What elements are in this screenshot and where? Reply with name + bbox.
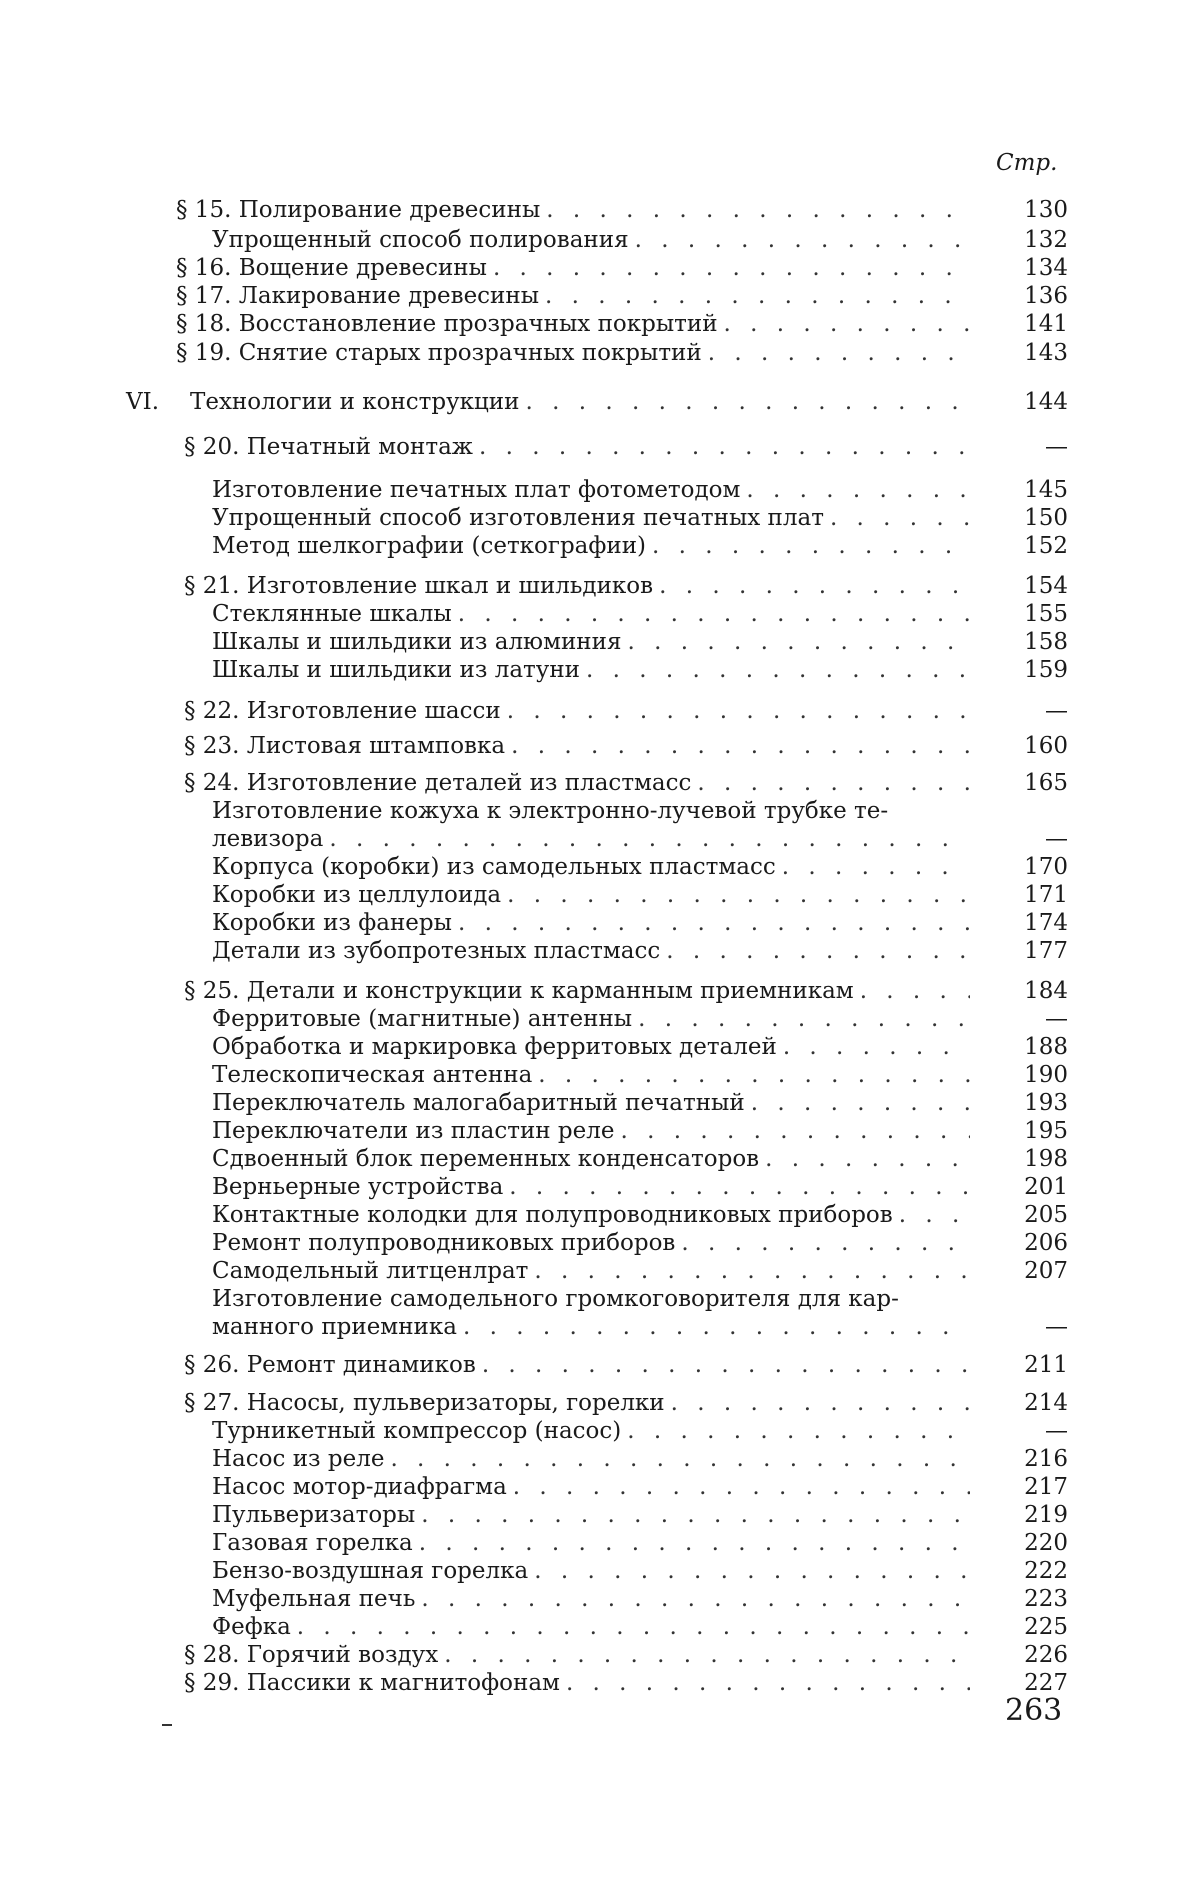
toc-entry [0,476,1200,504]
entry-title: § 28. Горячий воздух [184,1641,444,1669]
toc-entry [0,339,1200,367]
entry-page: — [1045,1314,1068,1340]
toc-entry [0,226,1200,254]
page-column-label: Стр. [996,150,1058,176]
chapter-number: VI. [126,389,160,415]
dot-leader [830,504,970,532]
entry-title: Телескопическая антенна [212,1061,538,1089]
dot-leader [538,1061,970,1089]
toc-entry [0,909,1200,937]
entry-page: 174 [1024,910,1068,936]
toc-entry [0,196,1200,224]
entry-title: Шкалы и шильдики из алюминия [212,628,627,656]
dot-leader [513,1473,970,1501]
entry-page: 158 [1024,629,1068,655]
entry-title: Стеклянные шкалы [212,600,458,628]
entry-page: 219 [1024,1502,1068,1528]
entry-page: 220 [1024,1530,1068,1556]
dot-leader [671,1389,970,1417]
toc-entry [0,388,1200,416]
entry-title: § 23. Листовая штамповка [184,732,511,760]
entry-page: 141 [1024,311,1068,337]
entry-page: 222 [1024,1558,1068,1584]
entry-title: Фефка [212,1613,297,1641]
dot-leader [860,977,970,1005]
entry-page: 214 [1024,1390,1068,1416]
toc-entry [0,697,1200,725]
entry-page: 144 [1024,389,1068,415]
dot-leader [421,1585,970,1613]
toc-entry [0,254,1200,282]
entry-title: § 25. Детали и конструкции к карманным приемникам [184,977,860,1005]
entry-title: Метод шелкографии (сеткографии) [212,532,652,560]
entry-title: § 17. Лакирование древесины [176,282,545,310]
entry-page: 207 [1024,1258,1068,1284]
toc-entry [0,600,1200,628]
dot-leader [782,853,970,881]
dot-leader [546,196,970,224]
entry-page: 150 [1024,505,1068,531]
entry-title: Газовая горелка [212,1529,419,1557]
entry-title: Ремонт полупроводниковых приборов [212,1229,681,1257]
toc-entry [0,1417,1200,1445]
dot-leader [751,1089,970,1117]
entry-page: 152 [1024,533,1068,559]
entry-title: Бензо-воздушная горелка [212,1557,534,1585]
toc-entry [0,1061,1200,1089]
toc-entry [0,937,1200,965]
toc-entry [0,1117,1200,1145]
toc-entry [0,797,1200,825]
entry-title: Упрощенный способ изготовления печатных плат [212,504,830,532]
entry-page: 165 [1024,770,1068,796]
entry-title: § 24. Изготовление деталей из пластмасс [184,769,697,797]
dot-leader [627,628,970,656]
entry-page: 145 [1024,477,1068,503]
dot-leader [390,1445,970,1473]
entry-page: 211 [1024,1352,1068,1378]
dot-leader [697,769,970,797]
toc-entry [0,1201,1200,1229]
entry-page: 143 [1024,340,1068,366]
entry-title: Турникетный компрессор (насос) [212,1417,627,1445]
dot-leader [566,1669,970,1697]
entry-title: Изготовление кожуха к электронно-лучевой трубке те- [212,797,894,825]
toc-entry [0,1641,1200,1669]
toc-entry [0,1145,1200,1173]
dot-leader [482,1351,970,1379]
toc-entry [0,1585,1200,1613]
toc-entry [0,853,1200,881]
entry-title: § 26. Ремонт динамиков [184,1351,482,1379]
toc-entry [0,1173,1200,1201]
entry-page: — [1045,1006,1068,1032]
toc-entry [0,282,1200,310]
toc-entry [0,1229,1200,1257]
dot-leader [627,1417,970,1445]
toc-entry [0,504,1200,532]
dot-leader [659,572,970,600]
dot-leader [724,310,970,338]
entry-page: 226 [1024,1642,1068,1668]
entry-title: § 29. Пассики к магнитофонам [184,1669,566,1697]
dot-leader [493,254,970,282]
dot-leader [297,1613,970,1641]
entry-title: Переключатель малогабаритный печатный [212,1089,751,1117]
entry-title: Муфельная печь [212,1585,421,1613]
entry-page: 223 [1024,1586,1068,1612]
entry-title: Сдвоенный блок переменных конденсаторов [212,1145,765,1173]
entry-title: Изготовление самодельного громкоговорителя для кар- [212,1285,905,1313]
dot-leader [621,1117,971,1145]
entry-page: 154 [1024,573,1068,599]
entry-title: Коробки из целлулоида [212,881,507,909]
entry-page: 225 [1024,1614,1068,1640]
toc-entry [0,1285,1200,1313]
dot-leader [534,1257,970,1285]
page-number: 263 [1005,1693,1063,1728]
dot-leader [708,339,970,367]
dot-leader [458,600,970,628]
dot-leader [463,1313,970,1341]
entry-page: 206 [1024,1230,1068,1256]
entry-page: 171 [1024,882,1068,908]
dot-leader [635,226,970,254]
page-mark [162,1724,172,1726]
entry-page: 198 [1024,1146,1068,1172]
entry-title: Самодельный литценлрат [212,1257,534,1285]
dot-leader [638,1005,970,1033]
toc-entry [0,732,1200,760]
toc-entry [0,825,1200,853]
toc-entry [0,1613,1200,1641]
toc-entry [0,1473,1200,1501]
entry-page: 216 [1024,1446,1068,1472]
entry-title: Технологии и конструкции [190,388,525,416]
toc-entry [0,310,1200,338]
dot-leader [458,909,970,937]
dot-leader [419,1529,970,1557]
dot-leader [666,937,970,965]
entry-page: — [1045,1418,1068,1444]
toc-entry [0,1529,1200,1557]
entry-title: Упрощенный способ полирования [212,226,635,254]
toc-entry [0,1313,1200,1341]
entry-title: § 20. Печатный монтаж [184,433,479,461]
dot-leader [545,282,970,310]
entry-page: 201 [1024,1174,1068,1200]
entry-page: — [1045,826,1068,852]
entry-page: 132 [1024,227,1068,253]
dot-leader [899,1201,970,1229]
toc-entry [0,1389,1200,1417]
entry-page: 177 [1024,938,1068,964]
dot-leader [509,1173,970,1201]
entry-page: 190 [1024,1062,1068,1088]
entry-title: Верньерные устройства [212,1173,509,1201]
toc-entry [0,1445,1200,1473]
toc-entry [0,769,1200,797]
entry-title: Ферритовые (магнитные) антенны [212,1005,638,1033]
entry-title: Корпуса (коробки) из самодельных пластмасс [212,853,782,881]
toc-entry [0,1089,1200,1117]
toc-entry [0,628,1200,656]
toc-entry [0,1557,1200,1585]
entry-title: Переключатели из пластин реле [212,1117,621,1145]
entry-title: Детали из зубопротезных пластмасс [212,937,666,965]
entry-page: 227 [1024,1670,1068,1696]
entry-page: 205 [1024,1202,1068,1228]
entry-title: Насос мотор-диафрагма [212,1473,513,1501]
dot-leader [586,656,970,684]
entry-title: Коробки из фанеры [212,909,458,937]
dot-leader [783,1033,970,1061]
entry-page: 159 [1024,657,1068,683]
entry-title: § 18. Восстановление прозрачных покрытий [176,310,724,338]
entry-title: § 16. Вощение древесины [176,254,493,282]
entry-title: § 19. Снятие старых прозрачных покрытий [176,339,708,367]
toc-entry [0,572,1200,600]
dot-leader [534,1557,970,1585]
dot-leader [507,881,970,909]
toc-entry [0,1033,1200,1061]
toc-entry [0,532,1200,560]
entry-title: § 22. Изготовление шасси [184,697,507,725]
entry-title: § 27. Насосы, пульверизаторы, горелки [184,1389,671,1417]
entry-page: 170 [1024,854,1068,880]
entry-title: Изготовление печатных плат фотометодом [212,476,746,504]
dot-leader [479,433,970,461]
dot-leader [525,388,970,416]
dot-leader [444,1641,970,1669]
entry-title: § 21. Изготовление шкал и шильдиков [184,572,659,600]
entry-title: манного приемника [212,1313,463,1341]
toc-entry [0,656,1200,684]
dot-leader [329,825,970,853]
entry-title: Насос из реле [212,1445,390,1473]
entry-title: левизора [212,825,329,853]
dot-leader [511,732,970,760]
dot-leader [746,476,970,504]
dot-leader [765,1145,970,1173]
entry-title: § 15. Полирование древесины [176,196,546,224]
toc-entry [0,1351,1200,1379]
entry-page: 155 [1024,601,1068,627]
entry-page: 217 [1024,1474,1068,1500]
entry-page: 160 [1024,733,1068,759]
entry-page: 193 [1024,1090,1068,1116]
entry-title: Обработка и маркировка ферритовых деталей [212,1033,783,1061]
dot-leader [681,1229,970,1257]
entry-page: 136 [1024,283,1068,309]
entry-page: 184 [1024,978,1068,1004]
dot-leader [652,532,970,560]
dot-leader [507,697,970,725]
entry-title: Контактные колодки для полупроводниковых приборов [212,1201,899,1229]
entry-title: Шкалы и шильдики из латуни [212,656,586,684]
toc-entry [0,881,1200,909]
toc-entry [0,433,1200,461]
toc-entry [0,977,1200,1005]
entry-page: — [1045,698,1068,724]
dot-leader [421,1501,970,1529]
entry-page: 134 [1024,255,1068,281]
toc-entry [0,1501,1200,1529]
entry-page: 195 [1024,1118,1068,1144]
entry-title: Пульверизаторы [212,1501,421,1529]
toc-entry [0,1257,1200,1285]
entry-page: 130 [1024,197,1068,223]
entry-page: 188 [1024,1034,1068,1060]
toc-entry [0,1005,1200,1033]
entry-page: — [1045,434,1068,460]
